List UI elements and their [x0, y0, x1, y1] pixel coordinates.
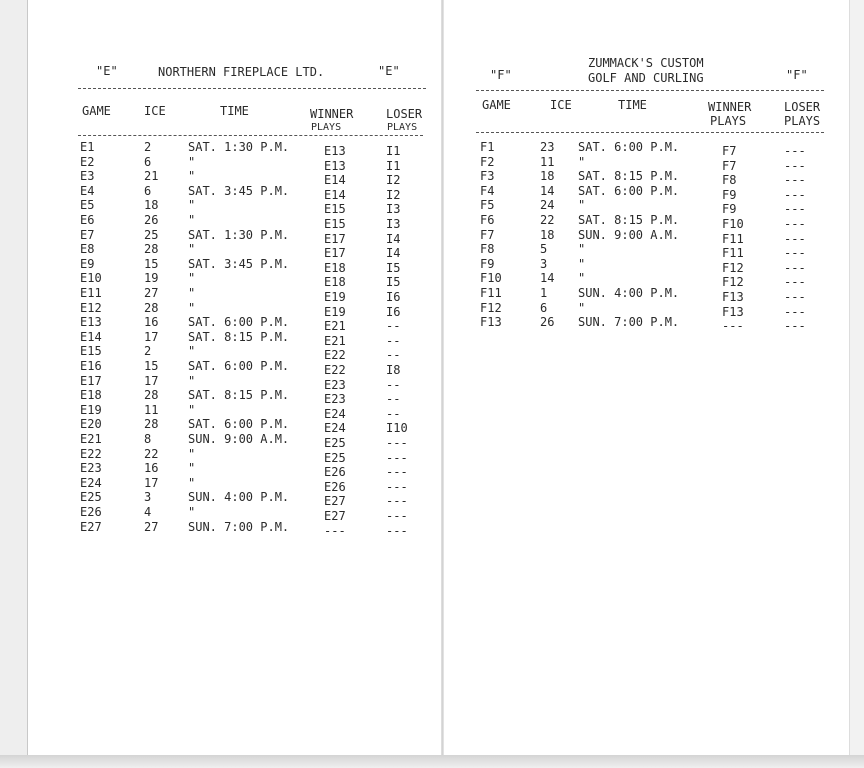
table-row [76, 490, 436, 509]
table-row [76, 417, 436, 436]
table-row [76, 344, 436, 363]
game-time-cell: " [188, 169, 196, 184]
table-row [76, 271, 436, 290]
game-time-cell: SUN. 4:00 P.M. [578, 286, 680, 300]
game-time-cell: SUN. 9:00 A.M. [578, 227, 680, 242]
draw-tag-left: "E" [96, 64, 118, 78]
loser-plays-cell: I4 [386, 246, 401, 261]
col-ice-header: ICE [550, 98, 572, 112]
table-row [474, 227, 834, 246]
loser-plays-cell: I5 [386, 260, 401, 275]
game-id-cell: E27 [80, 519, 102, 534]
table-row [474, 242, 834, 261]
game-id-cell: F7 [480, 227, 495, 242]
ice-number-cell: 6 [540, 300, 548, 315]
game-time-cell: SAT. 1:30 P.M. [188, 227, 290, 242]
ice-number-cell: 2 [144, 344, 152, 359]
header-divider [78, 88, 426, 89]
loser-plays-cell: I4 [386, 231, 401, 246]
game-time-cell: SAT. 3:45 P.M. [188, 183, 290, 198]
loser-plays-cell: --- [784, 187, 806, 202]
game-time-cell: " [188, 475, 196, 490]
ice-number-cell: 11 [540, 154, 555, 169]
ice-number-cell: 16 [144, 461, 159, 476]
loser-plays-cell: -- [386, 406, 401, 421]
winner-plays-cell: E23 [324, 377, 346, 392]
loser-plays-cell: --- [386, 494, 408, 509]
game-id-cell: E21 [80, 432, 102, 446]
winner-plays-cell: F10 [722, 217, 744, 231]
game-id-cell: F3 [480, 169, 495, 184]
table-row [76, 140, 436, 158]
draw-tag-left: "F" [490, 68, 512, 82]
table-row [474, 169, 834, 188]
game-id-cell: E10 [80, 271, 102, 286]
game-id-cell: E6 [80, 213, 95, 227]
game-time-cell: SAT. 8:15 P.M. [188, 329, 290, 344]
game-time-cell: " [188, 154, 196, 169]
table-row [76, 329, 436, 348]
col-time-header: TIME [220, 104, 249, 118]
winner-plays-cell: F7 [722, 158, 737, 173]
table-row [76, 461, 436, 480]
game-time-cell: " [188, 344, 196, 359]
table-row [76, 432, 436, 450]
ice-number-cell: 14 [540, 183, 555, 198]
ice-number-cell: 26 [540, 315, 555, 330]
ice-number-cell: 1 [540, 286, 548, 300]
loser-plays-cell: I3 [386, 202, 401, 217]
page-edge-right [849, 0, 864, 768]
loser-plays-cell: --- [784, 217, 806, 231]
game-time-cell: " [188, 461, 196, 476]
sponsor-name: NORTHERN FIREPLACE LTD. [158, 65, 325, 79]
ice-number-cell: 27 [144, 286, 159, 300]
table-row [474, 256, 834, 275]
winner-plays-cell: E25 [324, 436, 346, 450]
scan-bottom-shadow [0, 755, 864, 768]
col-game-header: GAME [482, 98, 511, 112]
loser-plays-cell: --- [386, 523, 408, 538]
col-winner-sub: PLAYS [311, 122, 342, 133]
game-id-cell: F2 [480, 154, 495, 169]
ice-number-cell: 16 [144, 315, 159, 330]
game-time-cell: " [188, 271, 196, 286]
game-time-cell: " [188, 402, 196, 417]
page-edge-left [27, 0, 28, 768]
sponsor-name-line1: ZUMMACK'S CUSTOM [588, 56, 704, 70]
winner-plays-cell: E21 [324, 319, 346, 334]
game-id-cell: E4 [80, 183, 95, 198]
col-loser-sub: PLAYS [784, 114, 821, 128]
loser-plays-cell: --- [784, 260, 806, 275]
table-row [474, 198, 834, 217]
table-row [76, 475, 436, 494]
ice-number-cell: 17 [144, 373, 159, 388]
game-time-cell: SAT. 6:00 P.M. [188, 315, 290, 330]
winner-plays-cell: E22 [324, 348, 346, 363]
game-time-cell: SUN. 4:00 P.M. [188, 490, 290, 505]
col-winner-header: WINNER [708, 100, 752, 114]
game-id-cell: E20 [80, 417, 102, 432]
table-row [76, 256, 436, 275]
winner-plays-cell: E19 [324, 304, 346, 319]
game-id-cell: E14 [80, 329, 102, 344]
col-time-header: TIME [618, 98, 647, 112]
loser-plays-cell: -- [386, 377, 401, 392]
game-time-cell: " [188, 198, 196, 213]
winner-plays-cell: F13 [722, 290, 744, 304]
winner-plays-cell: --- [324, 523, 346, 538]
loser-plays-cell: I6 [386, 290, 401, 304]
loser-plays-cell: --- [784, 275, 806, 290]
loser-plays-cell: -- [386, 333, 401, 348]
draw-tag-right: "F" [786, 68, 808, 82]
ice-number-cell: 28 [144, 300, 159, 315]
winner-plays-cell: E15 [324, 217, 346, 231]
ice-number-cell: 18 [540, 169, 555, 184]
ice-number-cell: 19 [144, 271, 159, 286]
loser-plays-cell: --- [784, 304, 806, 319]
winner-plays-cell: E26 [324, 479, 346, 494]
winner-plays-cell: F13 [722, 304, 744, 319]
loser-plays-cell: I2 [386, 187, 401, 202]
table-row [474, 154, 834, 173]
game-id-cell: F5 [480, 198, 495, 213]
ice-number-cell: 2 [144, 140, 152, 154]
loser-plays-cell: --- [784, 319, 806, 334]
game-time-cell: " [188, 213, 196, 227]
winner-plays-cell: E18 [324, 260, 346, 275]
table-row [76, 198, 436, 217]
table-row [474, 300, 834, 319]
ice-number-cell: 14 [540, 271, 555, 286]
game-id-cell: F1 [480, 140, 495, 154]
ice-number-cell: 24 [540, 198, 555, 213]
winner-plays-cell: E18 [324, 275, 346, 290]
game-time-cell: " [578, 256, 586, 271]
game-time-cell: " [188, 373, 196, 388]
loser-plays-cell: I1 [386, 144, 401, 158]
loser-plays-cell: --- [386, 509, 408, 523]
loser-plays-cell: --- [784, 144, 806, 158]
ice-number-cell: 4 [144, 505, 152, 519]
game-id-cell: E9 [80, 256, 95, 271]
ice-number-cell: 27 [144, 519, 159, 534]
table-row [76, 505, 436, 523]
winner-plays-cell: E22 [324, 363, 346, 377]
game-time-cell: SUN. 7:00 P.M. [578, 315, 680, 330]
draw-tag-right: "E" [378, 64, 400, 78]
table-row [76, 315, 436, 334]
col-winner-sub: PLAYS [710, 114, 747, 128]
winner-plays-cell: F12 [722, 275, 744, 290]
loser-plays-cell: I5 [386, 275, 401, 290]
game-id-cell: E22 [80, 446, 102, 461]
game-id-cell: E24 [80, 475, 102, 490]
table-row [76, 519, 436, 538]
ice-number-cell: 22 [540, 213, 555, 227]
game-id-cell: E12 [80, 300, 102, 315]
ice-number-cell: 26 [144, 213, 159, 227]
table-row [76, 154, 436, 173]
game-time-cell: SAT. 6:00 P.M. [578, 183, 680, 198]
winner-plays-cell: F11 [722, 246, 744, 261]
table-row [76, 183, 436, 202]
winner-plays-cell: E17 [324, 231, 346, 246]
game-time-cell: SAT. 8:15 P.M. [188, 388, 290, 403]
table-row [76, 402, 436, 421]
table-row [474, 183, 834, 202]
loser-plays-cell: -- [386, 319, 401, 334]
game-id-cell: F13 [480, 315, 502, 330]
game-time-cell: " [578, 242, 586, 257]
winner-plays-cell: F9 [722, 187, 737, 202]
column-header-divider [78, 135, 423, 136]
ice-number-cell: 23 [540, 140, 555, 154]
game-id-cell: E11 [80, 286, 102, 300]
table-row [76, 286, 436, 304]
game-time-cell: SUN. 9:00 A.M. [188, 432, 290, 446]
ice-number-cell: 11 [144, 402, 159, 417]
loser-plays-cell: --- [784, 246, 806, 261]
loser-plays-cell: --- [386, 465, 408, 480]
game-time-cell: SUN. 7:00 P.M. [188, 519, 290, 534]
ice-number-cell: 3 [540, 256, 548, 271]
game-id-cell: E19 [80, 402, 102, 417]
ice-number-cell: 22 [144, 446, 159, 461]
game-time-cell: " [188, 446, 196, 461]
winner-plays-cell: E13 [324, 158, 346, 173]
game-id-cell: E17 [80, 373, 102, 388]
ice-number-cell: 15 [144, 256, 159, 271]
game-time-cell: " [188, 300, 196, 315]
table-row [474, 286, 834, 304]
game-time-cell: " [578, 300, 586, 315]
scan-margin [0, 0, 27, 768]
col-loser-sub: PLAYS [387, 122, 418, 133]
winner-plays-cell: F12 [722, 260, 744, 275]
loser-plays-cell: --- [784, 158, 806, 173]
col-game-header: GAME [82, 104, 111, 118]
winner-plays-cell: E14 [324, 187, 346, 202]
game-id-cell: E25 [80, 490, 102, 505]
game-id-cell: F4 [480, 183, 495, 198]
game-time-cell: " [578, 271, 586, 286]
table-row [76, 388, 436, 407]
loser-plays-cell: --- [386, 479, 408, 494]
header-divider [476, 90, 824, 91]
loser-plays-cell: I8 [386, 363, 401, 377]
game-id-cell: E18 [80, 388, 102, 403]
game-id-cell: F9 [480, 256, 495, 271]
ice-number-cell: 15 [144, 359, 159, 373]
ice-number-cell: 6 [144, 154, 152, 169]
game-id-cell: E16 [80, 359, 102, 373]
loser-plays-cell: I10 [386, 421, 408, 436]
loser-plays-cell: --- [784, 202, 806, 217]
game-id-cell: F12 [480, 300, 502, 315]
game-id-cell: F8 [480, 242, 495, 257]
game-id-cell: E3 [80, 169, 95, 184]
game-id-cell: F6 [480, 213, 495, 227]
game-time-cell: SAT. 8:15 P.M. [578, 213, 680, 227]
winner-plays-cell: E14 [324, 173, 346, 188]
winner-plays-cell: F9 [722, 202, 737, 217]
col-ice-header: ICE [144, 104, 166, 118]
ice-number-cell: 18 [540, 227, 555, 242]
ice-number-cell: 8 [144, 432, 152, 446]
ice-number-cell: 28 [144, 388, 159, 403]
book-spine [441, 0, 444, 768]
winner-plays-cell: F8 [722, 173, 737, 188]
col-loser-header: LOSER [784, 100, 821, 114]
game-time-cell: " [578, 198, 586, 213]
ice-number-cell: 5 [540, 242, 548, 257]
table-row [474, 213, 834, 231]
winner-plays-cell: F7 [722, 144, 737, 158]
table-row [76, 242, 436, 261]
column-header-divider [476, 132, 824, 133]
col-loser-header: LOSER [386, 107, 423, 121]
game-time-cell: " [188, 505, 196, 519]
winner-plays-cell: E24 [324, 421, 346, 436]
ice-number-cell: 6 [144, 183, 152, 198]
table-row [474, 271, 834, 290]
ice-number-cell: 17 [144, 475, 159, 490]
table-row [76, 446, 436, 465]
game-id-cell: E23 [80, 461, 102, 476]
winner-plays-cell: E23 [324, 392, 346, 407]
winner-plays-cell: E19 [324, 290, 346, 304]
loser-plays-cell: --- [784, 290, 806, 304]
game-id-cell: E13 [80, 315, 102, 330]
loser-plays-cell: --- [386, 450, 408, 465]
winner-plays-cell: E27 [324, 494, 346, 509]
loser-plays-cell: I6 [386, 304, 401, 319]
loser-plays-cell: I2 [386, 173, 401, 188]
sponsor-name-line2: GOLF AND CURLING [588, 71, 704, 85]
game-id-cell: E26 [80, 505, 102, 519]
game-id-cell: E15 [80, 344, 102, 359]
game-time-cell: " [188, 242, 196, 257]
ice-number-cell: 28 [144, 417, 159, 432]
loser-plays-cell: I3 [386, 217, 401, 231]
ice-number-cell: 17 [144, 329, 159, 344]
game-id-cell: E1 [80, 140, 95, 154]
table-row [76, 359, 436, 377]
table-row [76, 300, 436, 319]
winner-plays-cell: E25 [324, 450, 346, 465]
table-row [474, 140, 834, 158]
game-time-cell: SAT. 8:15 P.M. [578, 169, 680, 184]
game-id-cell: E7 [80, 227, 95, 242]
winner-plays-cell: E21 [324, 333, 346, 348]
game-time-cell: SAT. 3:45 P.M. [188, 256, 290, 271]
game-time-cell: SAT. 6:00 P.M. [188, 417, 290, 432]
table-row [76, 373, 436, 392]
table-row [76, 213, 436, 231]
loser-plays-cell: --- [784, 173, 806, 188]
winner-plays-cell: E26 [324, 465, 346, 480]
game-time-cell: " [578, 154, 586, 169]
game-time-cell: SAT. 6:00 P.M. [188, 359, 290, 373]
ice-number-cell: 25 [144, 227, 159, 242]
ice-number-cell: 3 [144, 490, 152, 505]
game-id-cell: E2 [80, 154, 95, 169]
col-winner-header: WINNER [310, 107, 354, 121]
loser-plays-cell: I1 [386, 158, 401, 173]
loser-plays-cell: --- [784, 231, 806, 246]
winner-plays-cell: --- [722, 319, 744, 334]
table-row [474, 315, 834, 334]
table-row [76, 227, 436, 246]
ice-number-cell: 18 [144, 198, 159, 213]
game-time-cell: SAT. 1:30 P.M. [188, 140, 290, 154]
ice-number-cell: 21 [144, 169, 159, 184]
winner-plays-cell: E13 [324, 144, 346, 158]
ice-number-cell: 28 [144, 242, 159, 257]
loser-plays-cell: -- [386, 348, 401, 363]
game-id-cell: E8 [80, 242, 95, 257]
table-row [76, 169, 436, 188]
game-time-cell: " [188, 286, 196, 300]
loser-plays-cell: --- [386, 436, 408, 450]
game-id-cell: E5 [80, 198, 95, 213]
loser-plays-cell: -- [386, 392, 401, 407]
winner-plays-cell: E27 [324, 509, 346, 523]
winner-plays-cell: F11 [722, 231, 744, 246]
winner-plays-cell: E24 [324, 406, 346, 421]
game-id-cell: F11 [480, 286, 502, 300]
winner-plays-cell: E17 [324, 246, 346, 261]
winner-plays-cell: E15 [324, 202, 346, 217]
game-time-cell: SAT. 6:00 P.M. [578, 140, 680, 154]
game-id-cell: F10 [480, 271, 502, 286]
